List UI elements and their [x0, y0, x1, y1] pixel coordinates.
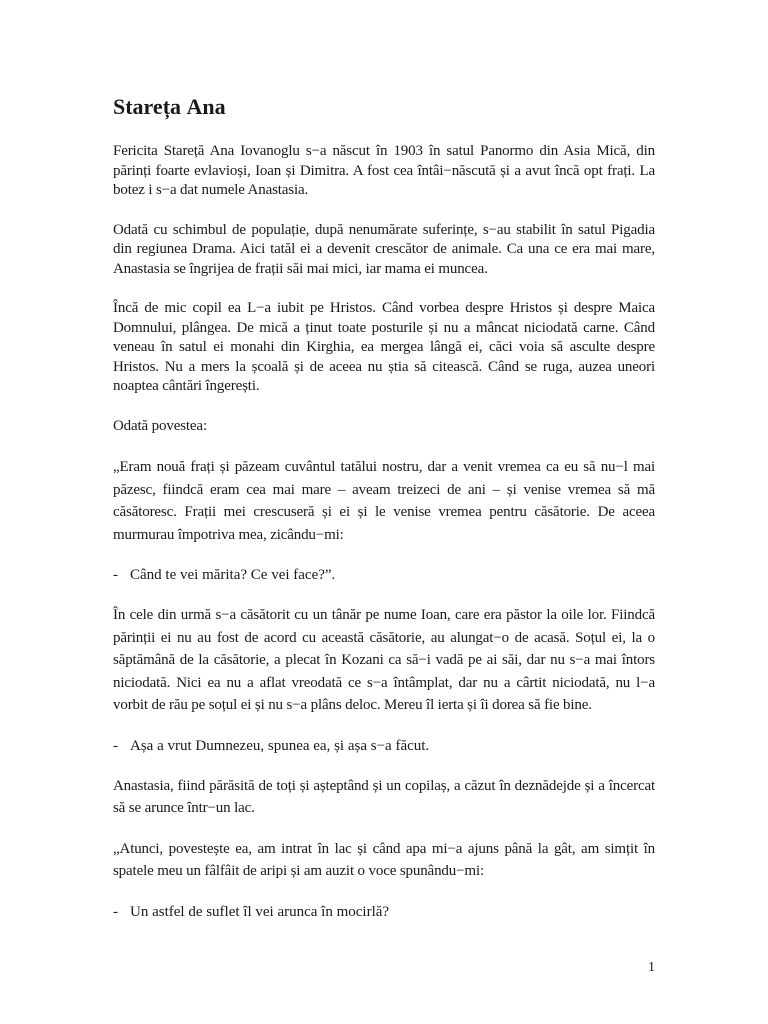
- dash-mark: -: [113, 737, 118, 754]
- paragraph-settlement: Odată cu schimbul de populație, după nenumărate suferințe, s−au stabilit în satul Pigadia din regiunea Drama. Aici tatăl ei a devenit crescător de animale. Ca una ce era mai mare, Anastasia se îngrijea de frații săi mai mici, iar mama ei muncea.: [113, 221, 655, 277]
- page-title: Starețа Ana: [113, 94, 226, 119]
- paragraph-marriage: În cele din urmă s−a căsătorit cu un tânăr pe nume Ioan, care era păstor la oile lor. Fiindcă părinții ei nu au fost de acord cu această căsătorie, au alungat−o de acasă. Soțul ei, la o săptămână de la căsătorie, a plecat în Kozani ca să−i vadă pe ai săi, dar nu s−a mai întors niciodată. Nici ea nu a aflat vreodată ce s−a întâmplat, dar nu a cârtit niciodată, nu l−a vorbit de rău pe soțul ei și nu s−a plâns deloc. Mereu îl ierta și îi dorea să fie bine.: [113, 607, 655, 713]
- paragraph-birth: Fericita Stareță Ana Iovanoglu s−a născut în 1903 în satul Panormo din Asia Mică, din părinți foarte evlavioși, Ioan și Dimitra. A fost cea întâi−născută și a avut încă opt frați. La botez i s−a dat numele Anastasia.: [113, 143, 655, 198]
- page-number: 1: [648, 960, 655, 975]
- document-body: [113, 142, 655, 941]
- dash-mark: -: [113, 903, 118, 920]
- dialogue-line: [113, 901, 655, 923]
- paragraph-childhood: Încă de mic copil ea L−a iubit pe Hristos. Când vorbea despre Hristos și despre Maica Domnului, plângea. De mică a ținut toate posturile și nu a mâncat niciodată carne. Când veneau în satul ei monahi din Kirghia, ea mergea lângă ei, căci voia să asculte despre Hristos. Nu a mers la școală și de aceea nu știa să citească. Când se ruga, auzea uneori noaptea cântări îngerești.: [113, 300, 655, 394]
- paragraph-story-intro: Odată povestea:: [113, 417, 207, 434]
- dash-mark: -: [113, 567, 118, 583]
- dialogue-line: [113, 564, 655, 586]
- paragraph-despair: Anastasia, fiind părăsită de toți și așteptând și un copilaș, a căzut în deznădejde și a încercat să se arunce într−un lac.: [113, 777, 655, 816]
- paragraph-lake-quote: „Atunci, povestește ea, am intrat în lac și când apa mi−a ajuns până la gât, am simțit în spatele meu un fâlfâit de aripi și am auzit o voce spunându−mi:: [113, 840, 655, 879]
- dialogue-text: Așa a vrut Dumnezeu, spunea ea, și așa s−a făcut.: [130, 737, 430, 754]
- dialogue-text: Un astfel de suflet îl vei arunca în mocirlă?: [130, 903, 390, 920]
- dialogue-line: [113, 735, 655, 757]
- paragraph-quote-siblings: „Eram nouă frați și păzeam cuvântul tatălui nostru, dar a venit vremea ca eu să nu−l mai păzesc, fiindcă eram cea mai mare – aveam treizeci de ani – și venise vremea să mă căsătoresc. Frații mei crescuseră și ei și le venise vremea pentru căsătorie. De aceea murmurau împotriva mea, zicându−mi:: [113, 459, 655, 543]
- dialogue-text: Când te vei mărita? Ce vei face?”.: [130, 567, 336, 583]
